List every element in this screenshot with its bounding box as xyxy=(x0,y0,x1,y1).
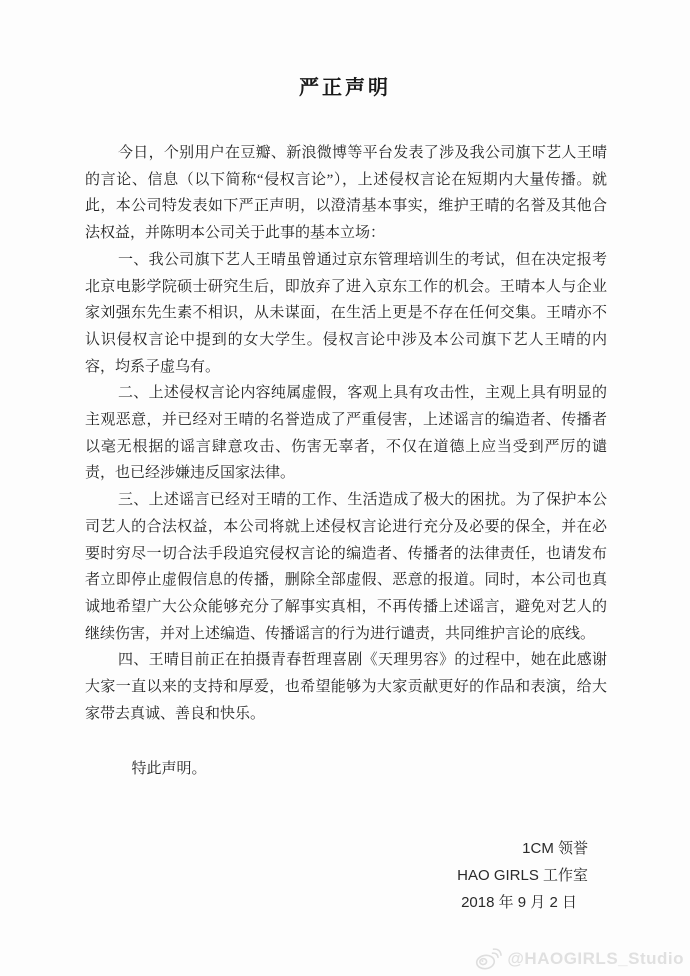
weibo-watermark xyxy=(475,947,684,971)
document-body xyxy=(85,140,607,727)
weibo-icon xyxy=(475,947,503,971)
watermark-handle: @HAOGIRLS_Studio xyxy=(507,949,684,968)
signature-date: 2018 年 9 月 2 日 xyxy=(461,894,577,912)
signature-studio-name: HAO GIRLS 工作室 xyxy=(457,867,588,885)
signature-block xyxy=(0,835,690,916)
paragraph-point-1: 一、我公司旗下艺人王晴虽曾通过京东管理培训生的考试，但在决定报考北京电影学院硕士研究生后，即放弃了进入京东工作的机会。王晴本人与企业家刘强东先生素不相识，从未谋面，在生活上更是不存在任何交集。王晴亦不认识侵权言论中提到的女大学生。侵权言论中涉及本公司旗下艺人王晴的内容，均系子虚乌有。 xyxy=(85,251,607,375)
paragraph-point-4: 四、王晴目前正在拍摄青春哲理喜剧《天理男容》的过程中，她在此感谢大家一直以来的支持和厚爱，也希望能够为大家贡献更好的作品和表演，给大家带去真诚、善良和快乐。 xyxy=(85,652,607,722)
signature-company-name: 1CM 领誉 xyxy=(522,840,588,858)
paragraph-point-2: 二、上述侵权言论内容纯属虚假，客观上具有攻击性，主观上具有明显的主观恶意，并已经对王晴的名誉造成了严重侵害，上述谣言的编造者、传播者以毫无根据的谣言肆意攻击、伤害无辜者，不仅在道德上应当受到严厉的谴责，也已经涉嫌违反国家法律。 xyxy=(85,385,607,482)
paragraph-point-3: 三、上述谣言已经对王晴的工作、生活造成了极大的困扰。为了保护本公司艺人的合法权益，本公司将就上述侵权言论进行充分及必要的保全，并在必要时穷尽一切合法手段追究侵权言论的编造者、传播者的法律责任，也请发布者立即停止虚假信息的传播，删除全部虚假、恶意的报道。同时，本公司也真诚地希望广大公众能够充分了解事实真相，不再传播上述谣言，避免对艺人的继续伤害，并对上述编造、传播谣言的行为进行谴责，共同维护言论的底线。 xyxy=(85,492,607,642)
document-title: 严正声明 xyxy=(299,77,391,99)
paragraph-intro: 今日，个别用户在豆瓣、新浪微博等平台发表了涉及我公司旗下艺人王晴的言论、信息（以下简称“侵权言论”），上述侵权言论在短期内大量传播。就此，本公司特发表如下严正声明，以澄清基本事实，维护王晴的名誉及其他合法权益，并陈明本公司关于此事的基本立场： xyxy=(85,145,607,242)
closing-statement: 特此声明。 xyxy=(131,761,207,778)
